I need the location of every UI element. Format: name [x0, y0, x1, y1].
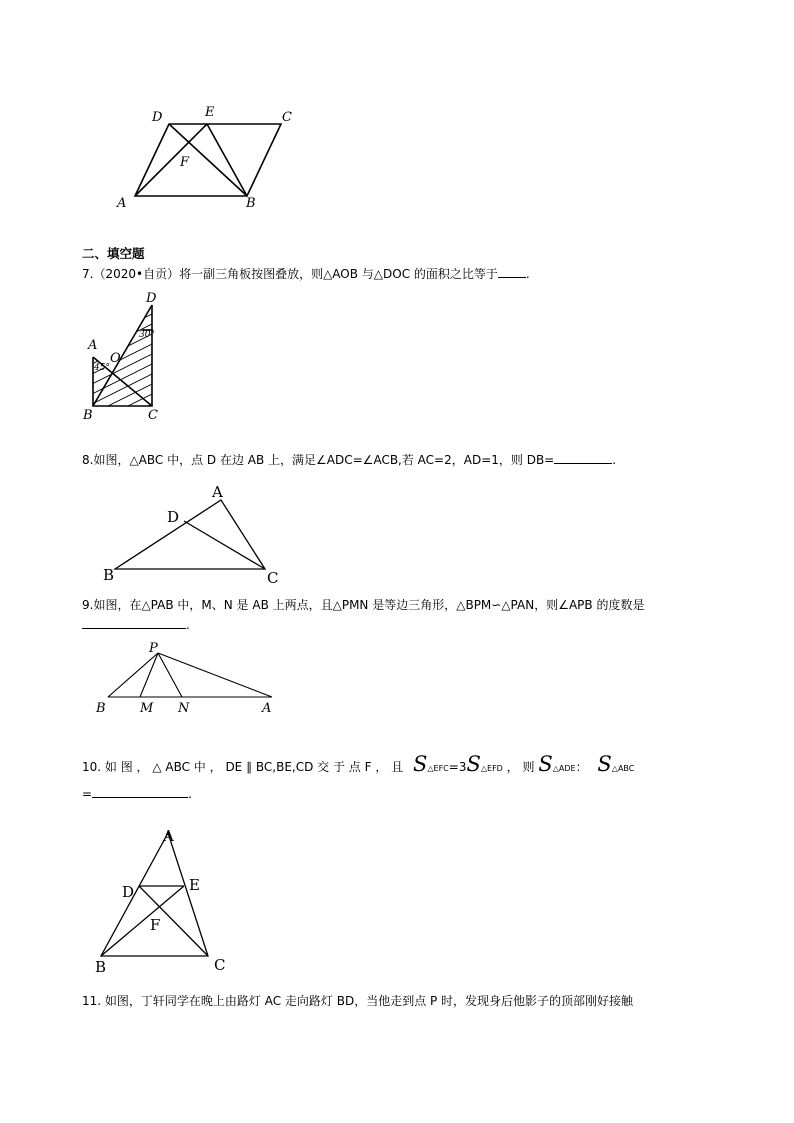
label-c: C: [282, 110, 292, 125]
label-a: A: [212, 483, 223, 501]
label-f: F: [150, 916, 161, 934]
label-b: B: [83, 408, 93, 423]
question-10-text: 10. 如 图 ， △ ABC 中 ， DE ∥ BC,BE,CD 交 于 点 F ， 且: [82, 760, 404, 774]
label-f: F: [180, 155, 190, 170]
label-a: A: [88, 338, 98, 353]
question-7-text: 7.（2020•自贡）将一副三角板按图叠放，则△AOB 与△DOC 的面积之比等于: [82, 267, 498, 281]
label-a: A: [117, 196, 127, 211]
label-m: M: [140, 701, 154, 716]
question-8-end: .: [612, 453, 617, 467]
label-b: B: [246, 196, 256, 211]
label-p: P: [149, 641, 158, 656]
area-s-abc: S△ABC: [597, 752, 635, 776]
question-8-text: 8.如图，△ABC 中，点 D 在边 AB 上，满足∠ADC=∠ACB,若 AC=2，AD=1，则 DB=: [82, 453, 555, 467]
label-c: C: [267, 569, 279, 587]
label-b: B: [95, 958, 107, 976]
question-10-then: ， 则: [506, 760, 535, 774]
label-d: D: [167, 508, 180, 526]
label-e: E: [189, 876, 200, 894]
label-a: A: [262, 701, 272, 716]
area-s-ade: S△ADE: [538, 752, 576, 776]
question-7-end: .: [525, 267, 530, 281]
label-e: E: [205, 105, 215, 120]
label-n: N: [178, 701, 190, 716]
question-9-text: 9.如图，在△PAB 中，M、N 是 AB 上两点，且△PMN 是等边三角形，△BPM∽△PAN，则∠APB 的度数是: [82, 598, 645, 612]
label-b: B: [96, 701, 106, 716]
area-s-efd: S△EFD: [466, 752, 503, 776]
label-b: B: [103, 566, 115, 584]
section-title: 二、填空题: [82, 246, 145, 261]
label-c: C: [214, 956, 226, 974]
equals-three: =3: [448, 760, 467, 774]
label-d: D: [146, 291, 157, 306]
angle-45-label: 45°: [94, 363, 110, 373]
question-9-end: .: [186, 618, 190, 632]
question-10-end: .: [188, 787, 192, 801]
angle-30-label: 30°: [139, 330, 155, 340]
question-11: [82, 993, 633, 1009]
question-11-text: 11. 如图，丁轩同学在晚上由路灯 AC 走向路灯 BD，当他走到点 P 时，发现身后他影子的顶部刚好接触: [82, 994, 634, 1008]
equals-sign: =: [82, 787, 93, 801]
label-d: D: [152, 110, 163, 125]
ratio-colon: ：: [575, 760, 588, 774]
label-o: O: [110, 351, 121, 366]
label-c: C: [148, 408, 158, 423]
label-d: D: [122, 883, 135, 901]
label-a: A: [163, 827, 174, 845]
area-s-efc: S△EFC: [412, 752, 449, 776]
